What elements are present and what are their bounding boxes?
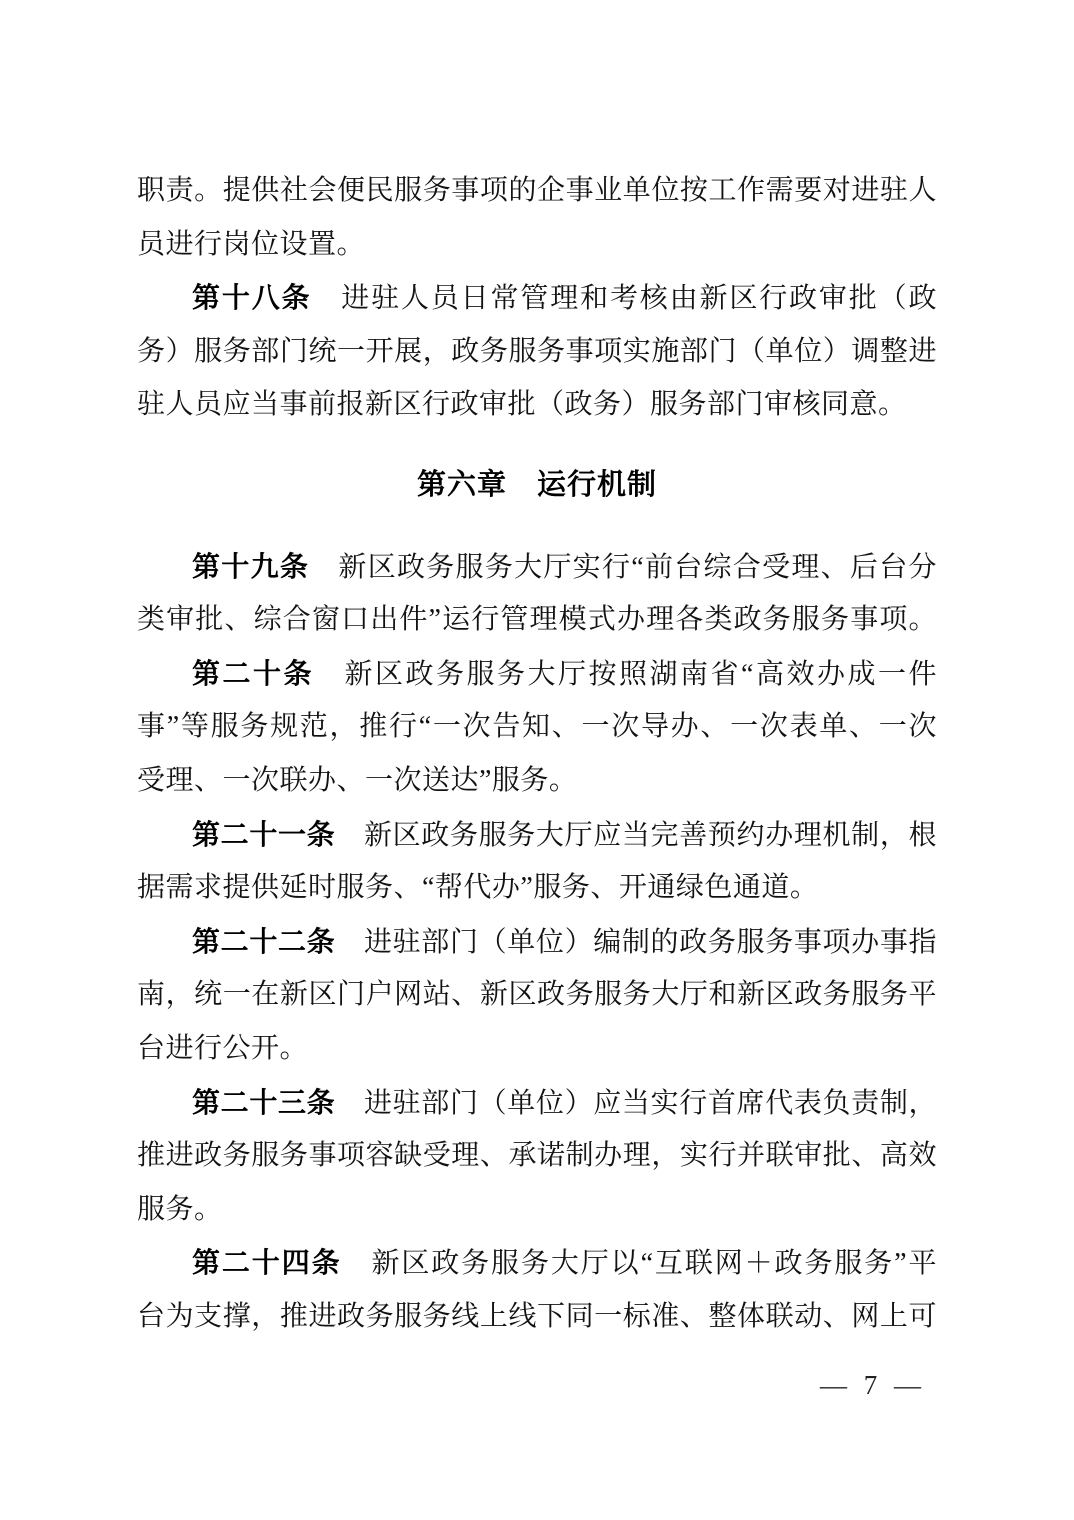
line-text: 据需求提供延时服务、“帮代办”服务、开通绿色通道。 <box>137 872 819 904</box>
text-line <box>137 968 937 1022</box>
article-number: 第二十三条 <box>192 1086 364 1118</box>
text-line-article-23 <box>137 1076 937 1130</box>
text-line-article-19 <box>137 540 937 594</box>
text-line <box>137 1129 937 1183</box>
chapter-heading: 第六章 运行机制 <box>416 468 657 501</box>
article-number: 第十九条 <box>192 550 339 582</box>
article-number: 第二十二条 <box>192 925 364 957</box>
article-number: 第二十一条 <box>192 818 364 850</box>
line-text: 进驻部门（单位）编制的政务服务事项办事指 <box>363 926 937 958</box>
text-line <box>137 325 937 379</box>
line-text: 新区政务服务大厅按照湖南省“高效办成一件 <box>344 658 937 690</box>
text-line <box>137 1290 937 1344</box>
page-number: — 7 — <box>820 1370 926 1400</box>
line-text: 推进政务服务事项容缺受理、承诺制办理，实行并联审批、高效 <box>137 1140 937 1172</box>
article-number: 第二十四条 <box>192 1247 372 1279</box>
text-line <box>137 861 937 915</box>
text-line-article-24 <box>137 1236 937 1290</box>
text-line-article-18 <box>137 271 937 325</box>
text-line <box>137 164 937 218</box>
line-text: 新区政务服务大厅实行“前台综合受理、后台分 <box>338 551 937 583</box>
line-text: 务）服务部门统一开展，政务服务事项实施部门（单位）调整进 <box>137 335 937 367</box>
line-text: 新区政务服务大厅应当完善预约办理机制，根 <box>363 819 937 851</box>
line-text: 事”等服务规范，推行“一次告知、一次导办、一次表单、一次 <box>137 711 937 743</box>
text-line <box>137 378 937 432</box>
line-text: 服务。 <box>137 1193 223 1225</box>
line-text: 台进行公开。 <box>137 1032 309 1064</box>
article-number: 第二十条 <box>192 657 345 689</box>
line-text: 南，统一在新区门户网站、新区政务服务大厅和新区政务服务平 <box>137 979 937 1011</box>
text-line-article-20 <box>137 647 937 701</box>
text-line <box>137 593 937 647</box>
article-number: 第十八条 <box>192 282 342 314</box>
text-line-article-21 <box>137 808 937 862</box>
text-line <box>137 1022 937 1076</box>
text-line <box>137 754 937 808</box>
document-body <box>137 164 937 1343</box>
line-text: 进驻人员日常管理和考核由新区行政审批（政 <box>341 283 937 315</box>
line-text: 驻人员应当事前报新区行政审批（政务）服务部门审核同意。 <box>137 389 907 421</box>
text-line <box>137 218 937 272</box>
line-text: 台为支撑，推进政务服务线上线下同一标准、整体联动、网上可 <box>137 1300 937 1332</box>
line-text: 类审批、综合窗口出件”运行管理模式办理各类政务服务事项。 <box>137 604 937 636</box>
line-text: 新区政务服务大厅以“互联网＋政务服务”平 <box>371 1248 937 1280</box>
line-text: 员进行岗位设置。 <box>137 228 366 260</box>
text-line <box>137 1183 937 1237</box>
line-text: 职责。提供社会便民服务事项的企事业单位按工作需要对进驻人 <box>137 175 937 206</box>
line-text: 受理、一次联办、一次送达”服务。 <box>137 764 578 796</box>
text-line-article-22 <box>137 915 937 969</box>
text-line <box>137 700 937 754</box>
line-text: 进驻部门（单位）应当实行首席代表负责制， <box>363 1087 937 1119</box>
